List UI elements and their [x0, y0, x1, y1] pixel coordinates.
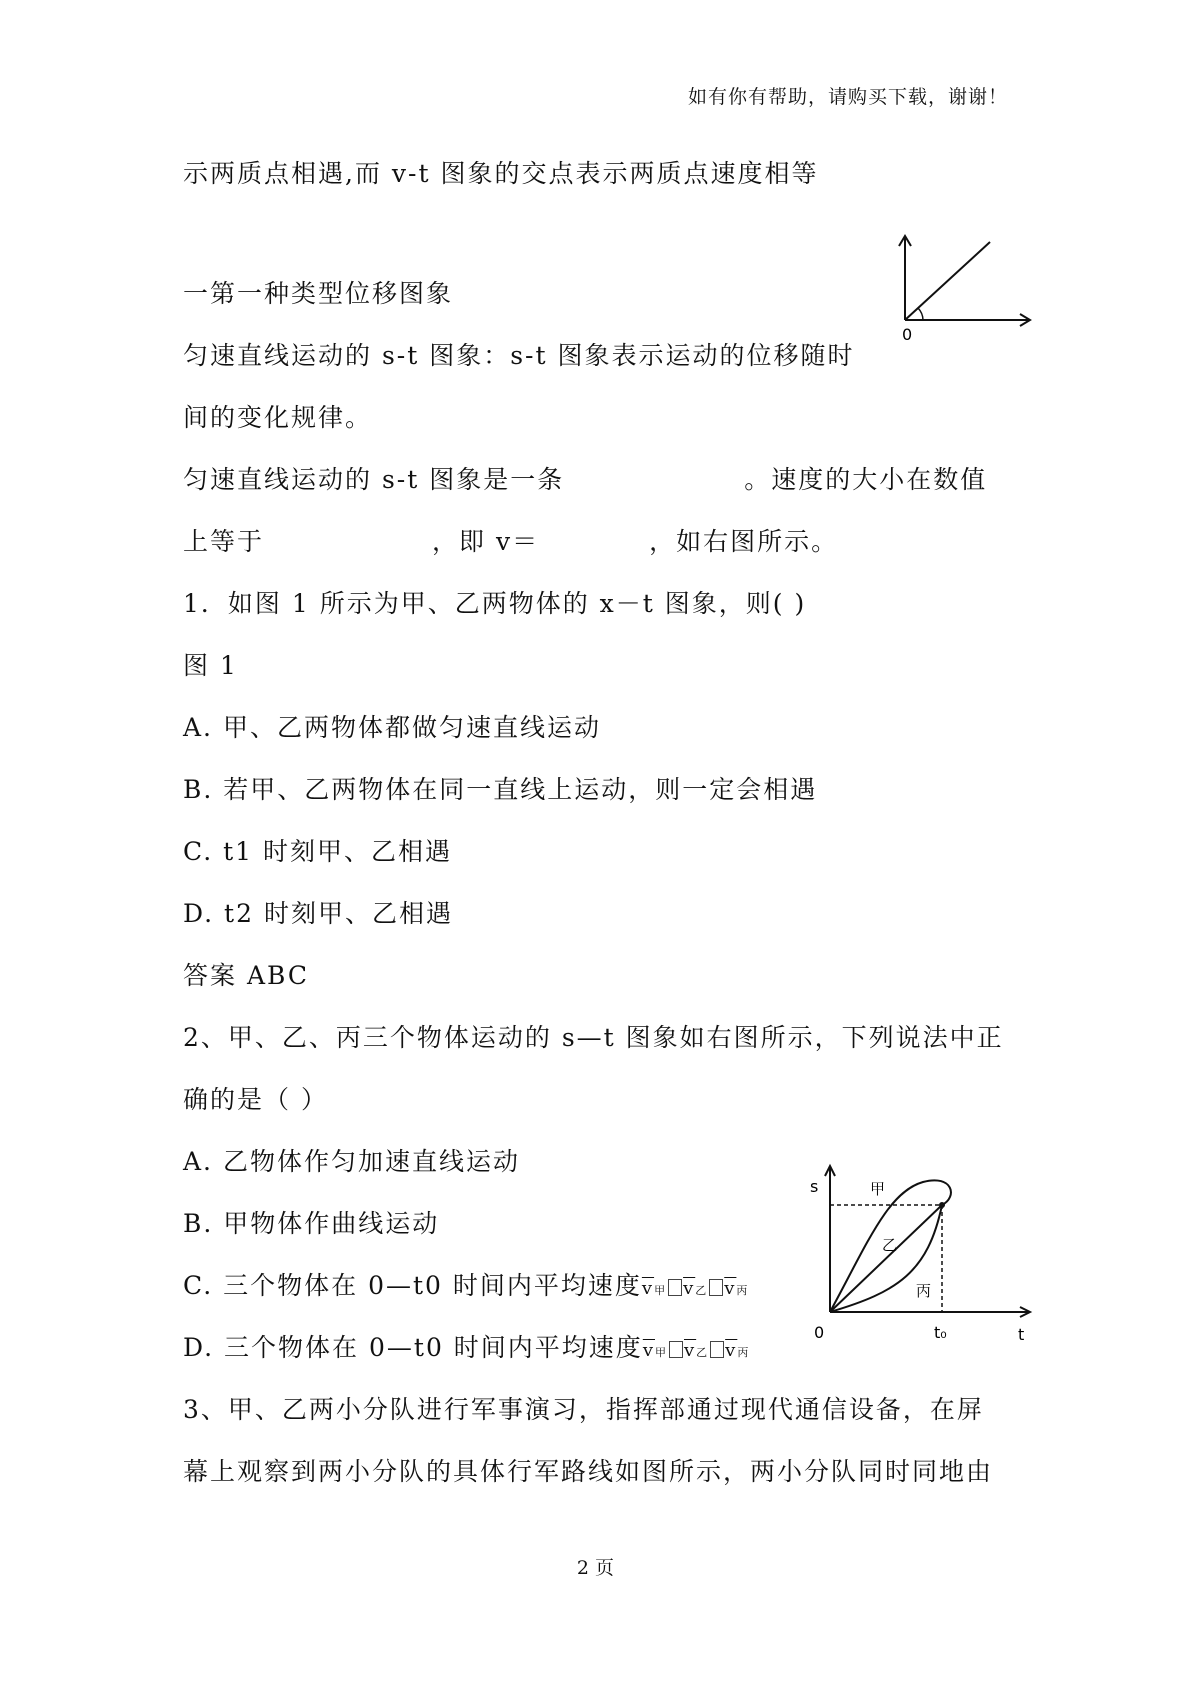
question-2-cont: 确的是（ ）	[183, 1085, 328, 1114]
three-objects-st-graph	[808, 1162, 1038, 1347]
velocity-symbol: $\overline{v}$	[683, 1278, 696, 1299]
question-3-cont: 幕上观察到两小分队的具体行军路线如图所示，两小分队同时同地由	[183, 1457, 994, 1486]
answer: 答案 ABC	[183, 961, 309, 990]
subscript: 乙	[696, 1346, 710, 1359]
curve-label-jia: 甲	[870, 1180, 886, 1198]
subscript: 丙	[737, 1346, 751, 1359]
origin-label: 0	[814, 1323, 825, 1342]
missing-glyph-box	[710, 1341, 724, 1358]
velocity-symbol: $\overline{v}$	[641, 1278, 655, 1299]
subscript: 丙	[736, 1284, 750, 1297]
option-a: A. 甲、乙两物体都做匀速直线运动	[183, 713, 601, 742]
section-title: 一第一种类型位移图象	[183, 279, 454, 308]
text-line: 示两质点相遇,而 v-t 图象的交点表示两质点速度相等	[183, 159, 819, 188]
velocity-symbol: $\overline{v}$	[642, 1340, 655, 1361]
question-3: 3、甲、乙两小分队进行军事演习，指挥部通过现代通信设备，在屏	[183, 1395, 984, 1424]
subscript: 甲	[654, 1284, 668, 1297]
missing-glyph-box	[668, 1279, 682, 1296]
option-c: C. t1 时刻甲、乙相遇	[183, 837, 453, 866]
option-d: D. t2 时刻甲、乙相遇	[183, 899, 453, 928]
option-c	[183, 1266, 749, 1302]
question-2: 2、甲、乙、丙三个物体运动的 s—t 图象如右图所示，下列说法中正	[183, 1023, 1004, 1052]
text-line: 匀速直线运动的 s-t 图象：s-t 图象表示运动的位移随时	[183, 341, 855, 370]
text-part: ，如右图所示。	[649, 527, 839, 556]
t-axis-label: t	[1018, 1325, 1025, 1344]
option-b: B. 若甲、乙两物体在同一直线上运动，则一定会相遇	[183, 775, 818, 804]
text-part: 匀速直线运动的 s-t 图象是一条	[183, 465, 565, 494]
page-header: 如有你有帮助，请购买下载，谢谢！	[687, 86, 1008, 108]
t0-label: t₀	[934, 1323, 947, 1342]
option-a: A. 乙物体作匀加速直线运动	[183, 1147, 520, 1176]
question-1: 1．如图 1 所示为甲、乙两物体的 x－t 图象，则( )	[183, 589, 807, 618]
origin-label: 0	[902, 325, 913, 344]
text-part: 。速度的大小在数值	[744, 465, 988, 494]
missing-glyph-box	[709, 1279, 723, 1296]
s-axis-label: s	[810, 1177, 819, 1196]
subscript: 甲	[654, 1346, 668, 1359]
figure-caption: 图 1	[183, 651, 238, 680]
velocity-symbol: $\overline{v}$	[725, 1340, 738, 1361]
velocity-symbol: $\overline{v}$	[724, 1278, 737, 1299]
text-line	[183, 460, 987, 496]
option-b: B. 甲物体作曲线运动	[183, 1209, 440, 1238]
text-part: ，即 v＝	[432, 527, 540, 556]
curve-label-bing: 丙	[916, 1282, 932, 1300]
text-part: 上等于	[183, 527, 265, 556]
text-part: D. 三个物体在 0—t0 时间内平均速度	[183, 1333, 643, 1362]
option-d	[183, 1328, 750, 1364]
page-number: 2 页	[576, 1557, 615, 1579]
curve-label-yi: 乙	[882, 1236, 898, 1254]
text-line: 间的变化规律。	[183, 403, 373, 432]
missing-glyph-box	[669, 1341, 683, 1358]
text-part: C. 三个物体在 0—t0 时间内平均速度	[183, 1271, 642, 1300]
text-line	[183, 522, 838, 558]
subscript: 乙	[695, 1284, 709, 1297]
velocity-symbol: $\overline{v}$	[683, 1340, 697, 1361]
uniform-motion-st-graph	[880, 228, 1040, 348]
